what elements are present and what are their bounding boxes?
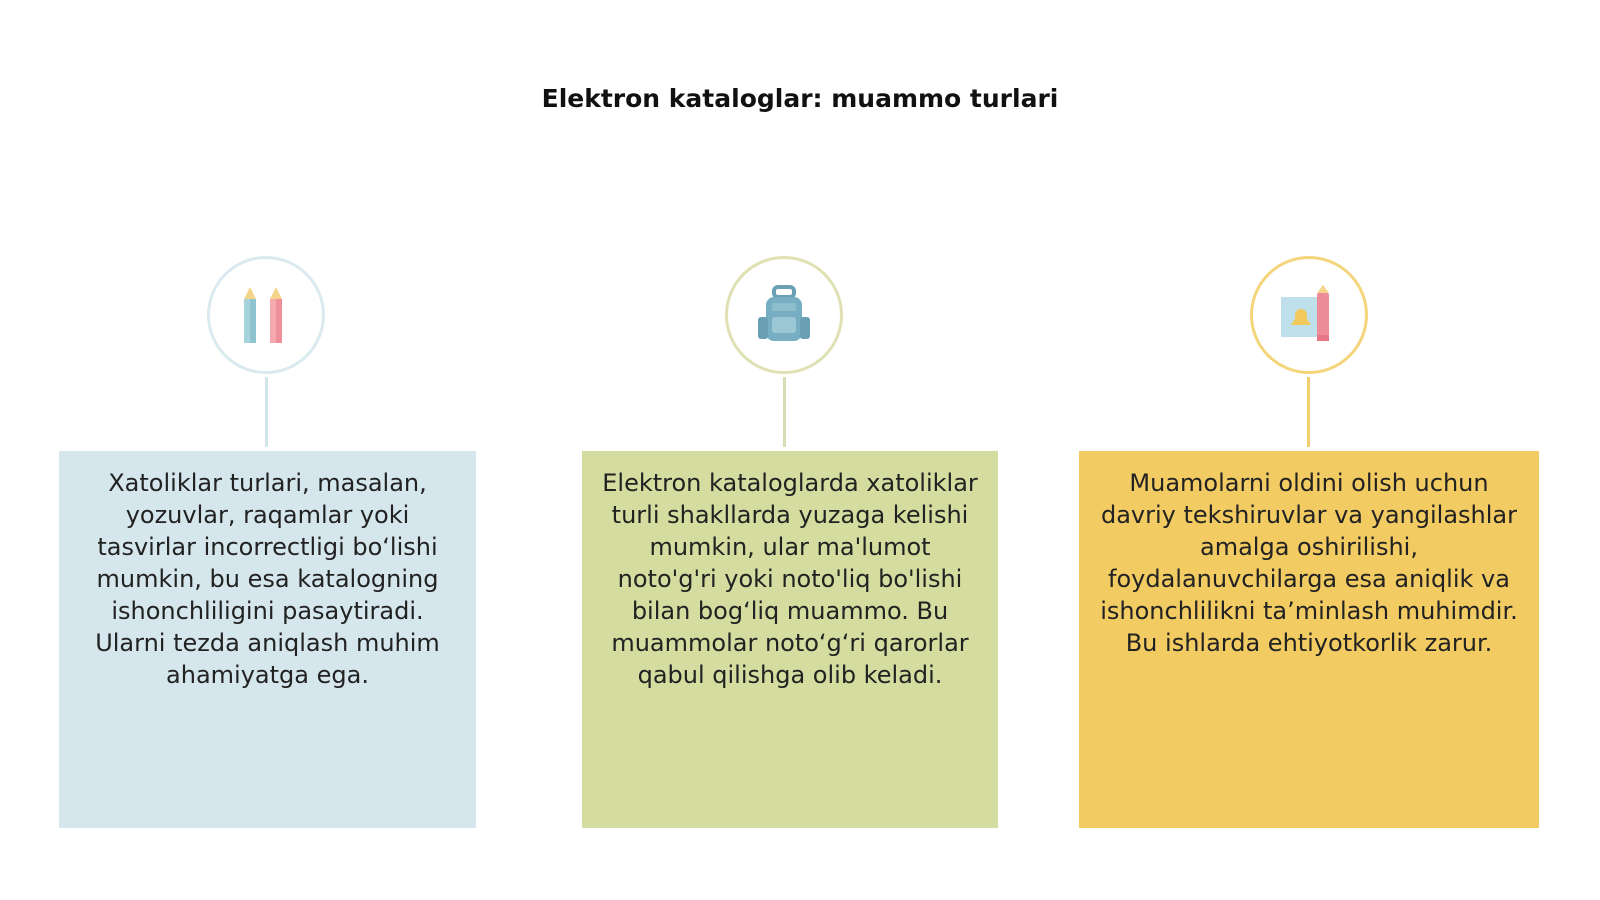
card-text-2: Elektron kataloglarda xatoliklar turli shakllarda yuzaga kelishi mumkin, ular ma'lumot noto'g'ri yoki noto'liq bo'lishi bilan bog‘liq muammo. Bu muammolar noto‘g‘ri qarorlar qabul qilishga olib keladi. [602, 469, 978, 689]
connector-line-1 [265, 377, 268, 447]
pencils-icon [238, 283, 294, 347]
backpack-icon [752, 283, 816, 347]
info-card-1 [59, 451, 476, 828]
icon-circle-3 [1250, 256, 1368, 374]
slide-title: Elektron kataloglar: muammo turlari [541, 84, 1059, 113]
info-card-3 [1079, 451, 1539, 828]
card-text-1: Xatoliklar turlari, masalan, yozuvlar, raqamlar yoki tasvirlar incorrectligi bo‘lishi mumkin, bu esa katalogning ishonchliligini pasaytiradi. Ularni tezda aniqlash muhim ahamiyatga ega. [95, 469, 440, 689]
icon-circle-2 [725, 256, 843, 374]
icon-circle-1 [207, 256, 325, 374]
drawing-pencil-icon [1277, 283, 1341, 347]
connector-line-2 [783, 377, 786, 447]
card-text-3: Muamolarni oldini olish uchun davriy tekshiruvlar va yangilashlar amalga oshirilishi, foydalanuvchilarga esa aniqlik va ishonchlilikni ta’minlash muhimdir. Bu ishlarda ehtiyotkorlik zarur. [1100, 469, 1518, 657]
info-card-2 [582, 451, 998, 828]
connector-line-3 [1307, 377, 1310, 447]
